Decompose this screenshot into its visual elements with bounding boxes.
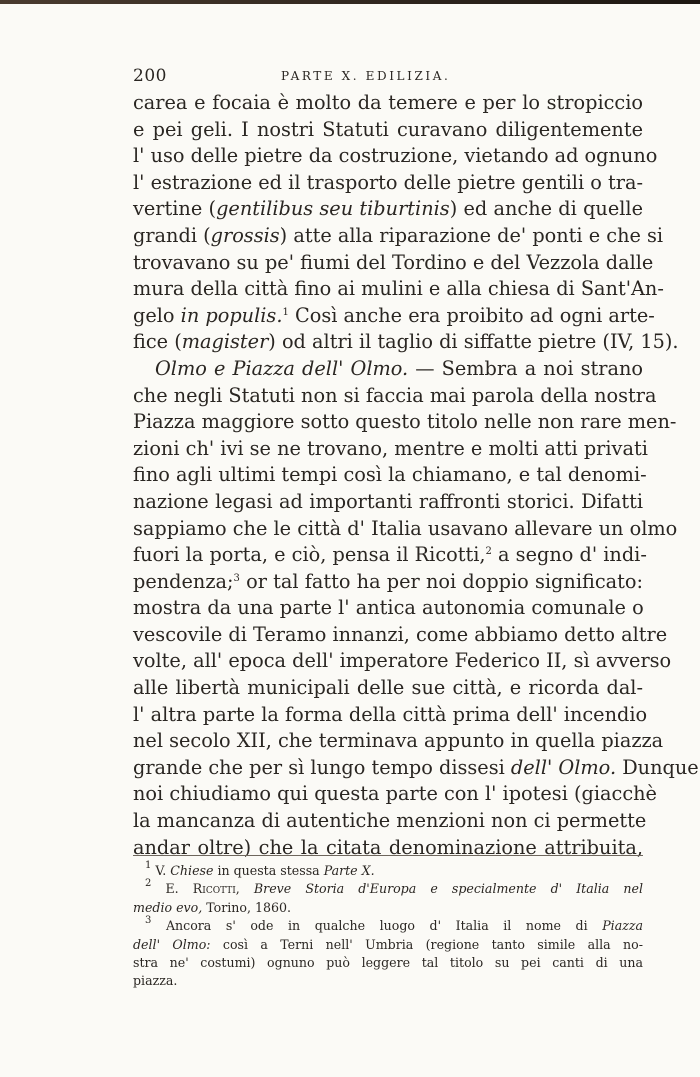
text-line: vertine (gentilibus seu tiburtinis) ed anche di quelle xyxy=(133,197,643,221)
latin-term: dell' Olmo. xyxy=(510,755,617,779)
footnote-2: $^2$ E. Ricotti, Breve Storia d'Europa e specialmente d' Italia nel xyxy=(145,878,644,897)
text-line: zioni ch' ivi se ne trovano, mentre e molti atti privati xyxy=(133,436,648,460)
text-line: l' altra parte la forma della città prima dell' incendio xyxy=(133,702,648,726)
footnote-3-cont: stra ne' costumi) ognuno può leggere tal titolo su pei canti di una xyxy=(133,954,643,970)
footnote-3: $^3$ Ancora s' ode in qualche luogo d' Italia il nome di Piazza xyxy=(145,915,643,934)
text-line: nazione legasi ad importanti raffronti storici. Difatti xyxy=(133,489,643,513)
footnote-1: $^1$ V. Chiese in questa stessa Parte X. xyxy=(145,860,375,878)
text-line: mostra da una parte l' antica autonomia comunale o xyxy=(133,596,644,620)
footnote-3-cont: piazza. xyxy=(133,973,178,989)
text-line: fice (magister) od altri il taglio di siffatte pietre (IV, 15). xyxy=(133,330,679,354)
latin-term: magister xyxy=(181,330,269,354)
page-number: 200 xyxy=(133,66,167,86)
latin-term: gentilibus seu tiburtinis xyxy=(216,197,450,221)
text-line: gelo in populis.$^1$ Così anche era proibito ad ogni arte- xyxy=(133,303,655,327)
footnote-2-cont: medio evo, Torino, 1860. xyxy=(133,899,292,915)
text-line: nel secolo XII, che terminava appunto in quella piazza xyxy=(133,729,664,753)
text-line: noi chiudiamo qui questa parte con l' ipotesi (giacchè xyxy=(133,782,657,806)
text-line: trovavano su pe' fiumi del Tordino e del Vezzola dalle xyxy=(133,250,654,274)
text-line: l' uso delle pietre da costruzione, vietando ad ognuno xyxy=(133,144,658,168)
latin-term: in populis. xyxy=(180,303,283,327)
footnote-ref: 1 xyxy=(282,306,289,318)
footnote-ref: 3 xyxy=(233,572,240,584)
latin-term: grossis xyxy=(210,223,280,247)
text-line: fino agli ultimi tempi così la chiamano, e tal denomi- xyxy=(133,463,647,487)
text-line: alle libertà municipali delle sue città, e ricorda dal- xyxy=(133,676,643,700)
body-text xyxy=(133,90,699,861)
text-line: andar oltre) che la citata denominazione attribuita, xyxy=(133,835,643,859)
footnote-3-cont: dell' Olmo: così a Terni nell' Umbria (regione tanto simile alla no- xyxy=(133,936,644,952)
text-line: la mancanza di autentiche menzioni non ci permette xyxy=(133,809,647,833)
footnote-ref: 2 xyxy=(485,546,492,558)
text-line: vescovile di Teramo innanzi, come abbiamo detto altre xyxy=(133,622,668,646)
footnotes xyxy=(133,862,643,991)
text-line: Piazza maggiore sotto questo titolo nelle non rare men- xyxy=(133,410,677,434)
section-title: PARTE X. EDILIZIA. xyxy=(281,69,451,83)
text-line: grande che per sì lungo tempo dissesi dell' Olmo. Dunque xyxy=(133,755,699,779)
text-line: l' estrazione ed il trasporto delle pietre gentili o tra- xyxy=(133,170,643,194)
running-head xyxy=(133,66,643,90)
text-line: e pei geli. I nostri Statuti curavano diligentemente xyxy=(133,117,643,141)
paragraph-heading: Olmo e Piazza dell' Olmo. xyxy=(155,356,409,380)
text-line: Olmo e Piazza dell' Olmo. — Sembra a noi strano xyxy=(155,356,643,380)
text-line: sappiamo che le città d' Italia usavano allevare un olmo xyxy=(133,516,678,540)
text-line: pendenza;$^3$ or tal fatto ha per noi doppio significato: xyxy=(133,569,643,593)
text-line: volte, all' epoca dell' imperatore Federico II, sì avverso xyxy=(133,649,672,673)
text-line: mura della città fino ai mulini e alla chiesa di Sant'An- xyxy=(133,277,664,301)
footnote-rule xyxy=(133,855,643,856)
text-line: grandi (grossis) atte alla riparazione de' ponti e che si xyxy=(133,223,664,247)
text-line: che negli Statuti non si faccia mai parola della nostra xyxy=(133,383,657,407)
text-line: carea e focaia è molto da temere e per lo stropiccio xyxy=(133,91,643,114)
text-line: fuori la porta, e ciò, pensa il Ricotti,$^2$ a segno d' indi- xyxy=(133,543,647,567)
